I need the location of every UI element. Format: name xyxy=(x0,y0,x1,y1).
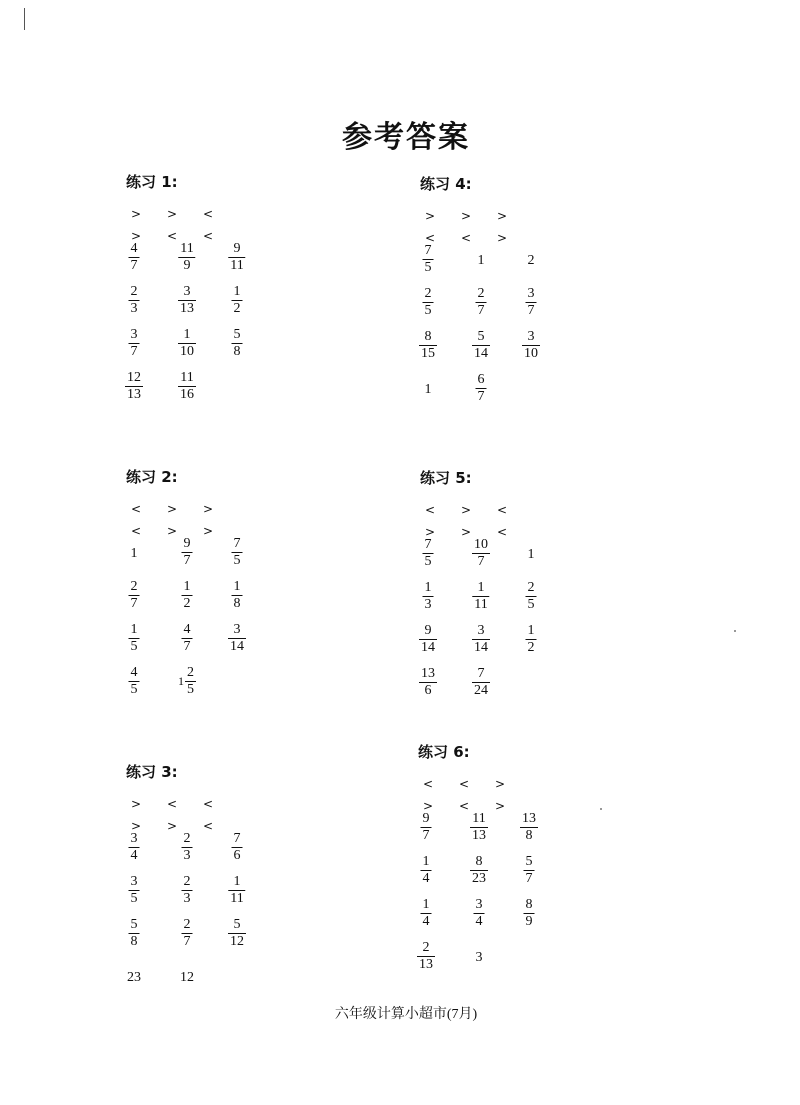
fraction xyxy=(472,580,489,613)
numerator: 4 xyxy=(130,665,138,680)
fraction xyxy=(182,831,193,864)
fraction-answer xyxy=(182,579,193,612)
denominator: 7 xyxy=(130,344,138,359)
numerator: 8 xyxy=(424,329,432,344)
denominator: 15 xyxy=(421,346,435,361)
denominator: 7 xyxy=(422,828,430,843)
numerator: 3 xyxy=(475,897,483,912)
fraction-answer xyxy=(129,665,140,698)
integer-value: 1 xyxy=(130,546,138,561)
denominator: 4 xyxy=(130,848,138,863)
fraction xyxy=(129,579,140,612)
numerator: 10 xyxy=(474,537,488,552)
fraction xyxy=(228,241,245,274)
denominator: 11 xyxy=(230,891,244,906)
numerator: 4 xyxy=(183,622,191,637)
numerator: 11 xyxy=(180,241,194,256)
comparison-symbol: < xyxy=(202,207,214,221)
fraction-answer xyxy=(526,623,537,656)
numerator: 3 xyxy=(233,622,241,637)
fraction-answer xyxy=(129,622,140,655)
comparison-symbol: > xyxy=(424,209,436,223)
numerator: 12 xyxy=(127,370,141,385)
numerator: 2 xyxy=(187,665,194,680)
fraction xyxy=(472,329,490,362)
fraction-answer xyxy=(182,917,193,950)
fraction xyxy=(524,854,535,887)
numerator: 3 xyxy=(183,284,191,299)
comparison-symbol: > xyxy=(166,207,178,221)
fraction xyxy=(232,831,243,864)
fraction-answer xyxy=(421,897,432,930)
numerator: 2 xyxy=(130,579,138,594)
fraction-answer xyxy=(182,874,193,907)
fraction xyxy=(526,623,537,656)
fraction-answer xyxy=(182,831,193,864)
numerator: 5 xyxy=(477,329,485,344)
fraction xyxy=(476,286,487,319)
fraction xyxy=(129,831,140,864)
fraction-answer xyxy=(470,811,488,844)
fraction xyxy=(232,536,243,569)
denominator: 8 xyxy=(233,596,241,611)
fraction xyxy=(522,329,540,362)
integer-value: 1 xyxy=(477,253,485,268)
denominator: 8 xyxy=(130,934,138,949)
denominator: 11 xyxy=(474,597,488,612)
fraction-answer xyxy=(421,811,432,844)
fraction-answer xyxy=(423,580,434,613)
comparison-symbol: < xyxy=(202,819,214,833)
whole-part: 1 xyxy=(178,674,184,688)
fraction xyxy=(182,579,193,612)
denominator: 13 xyxy=(419,957,433,972)
fraction xyxy=(474,897,485,930)
denominator: 5 xyxy=(187,682,194,697)
fraction xyxy=(228,874,245,907)
denominator: 3 xyxy=(183,848,191,863)
denominator: 16 xyxy=(180,387,194,402)
numerator: 7 xyxy=(477,666,485,681)
denominator: 12 xyxy=(230,934,244,949)
numerator: 1 xyxy=(424,580,432,595)
comparison-symbol: < xyxy=(202,229,214,243)
integer-value: 2 xyxy=(527,253,535,268)
scan-mark xyxy=(24,8,25,30)
numerator: 2 xyxy=(424,286,432,301)
comparison-symbol: < xyxy=(422,777,434,791)
fraction xyxy=(472,666,490,699)
integer-value: 23 xyxy=(127,970,141,985)
comparison-symbol: < xyxy=(424,503,436,517)
numerator: 2 xyxy=(477,286,485,301)
fraction-answer xyxy=(178,241,195,274)
denominator: 6 xyxy=(424,683,432,698)
denominator: 5 xyxy=(424,260,432,275)
exercise-heading: 练习 5: xyxy=(420,469,472,487)
denominator: 24 xyxy=(474,683,488,698)
comparison-symbol: > xyxy=(496,209,508,223)
comparison-symbol: > xyxy=(166,524,178,538)
fraction xyxy=(417,940,435,973)
denominator: 4 xyxy=(475,914,483,929)
fraction xyxy=(228,917,246,950)
fraction-answer xyxy=(524,854,535,887)
denominator: 3 xyxy=(183,891,191,906)
comparison-symbol: < xyxy=(130,502,142,516)
fraction xyxy=(423,537,434,570)
numerator: 2 xyxy=(183,874,191,889)
denominator: 13 xyxy=(472,828,486,843)
comparison-symbol: > xyxy=(130,229,142,243)
fraction-answer xyxy=(526,580,537,613)
numerator: 2 xyxy=(422,940,430,955)
fraction-answer xyxy=(423,537,434,570)
fraction xyxy=(421,897,432,930)
fraction xyxy=(472,623,490,656)
numerator: 9 xyxy=(183,536,191,551)
fraction xyxy=(419,623,437,656)
numerator: 1 xyxy=(233,874,241,889)
fraction xyxy=(178,327,196,360)
fraction-answer xyxy=(417,940,435,973)
fraction xyxy=(228,622,246,655)
scan-speck xyxy=(600,808,602,810)
fraction xyxy=(125,370,143,403)
comparison-symbol: > xyxy=(460,525,472,539)
fraction-answer xyxy=(522,329,540,362)
denominator: 5 xyxy=(527,597,535,612)
comparison-symbol: > xyxy=(130,797,142,811)
fraction xyxy=(476,372,487,405)
fraction xyxy=(129,665,140,698)
denominator: 9 xyxy=(525,914,533,929)
numerator: 9 xyxy=(424,623,432,638)
fraction-answer xyxy=(129,831,140,864)
fraction-answer xyxy=(524,897,535,930)
fraction-answer xyxy=(472,666,490,699)
comparison-symbol: > xyxy=(166,819,178,833)
fraction xyxy=(182,874,193,907)
fraction-answer xyxy=(178,370,196,403)
numerator: 5 xyxy=(233,917,241,932)
numerator: 3 xyxy=(130,831,138,846)
comparison-symbol: > xyxy=(202,502,214,516)
fraction-answer xyxy=(421,854,432,887)
numerator: 13 xyxy=(421,666,435,681)
numerator: 11 xyxy=(180,370,194,385)
numerator: 8 xyxy=(525,897,533,912)
fraction xyxy=(423,243,434,276)
fraction-answer xyxy=(423,243,434,276)
denominator: 6 xyxy=(233,848,241,863)
fraction-answer xyxy=(178,327,196,360)
fraction xyxy=(182,917,193,950)
fraction-answer xyxy=(476,372,487,405)
fraction-answer xyxy=(125,370,143,403)
fraction xyxy=(129,874,140,907)
fraction xyxy=(470,854,488,887)
integer-answer xyxy=(425,380,432,398)
denominator: 7 xyxy=(477,303,485,318)
numerator: 3 xyxy=(130,327,138,342)
numerator: 1 xyxy=(422,897,430,912)
denominator: 14 xyxy=(230,639,244,654)
denominator: 7 xyxy=(183,553,191,568)
integer-value: 12 xyxy=(180,970,194,985)
fraction xyxy=(182,622,193,655)
denominator: 14 xyxy=(474,346,488,361)
denominator: 5 xyxy=(424,303,432,318)
numerator: 5 xyxy=(130,917,138,932)
comparison-symbol: > xyxy=(424,525,436,539)
fraction-answer xyxy=(520,811,538,844)
fraction-answer xyxy=(474,897,485,930)
fraction xyxy=(129,622,140,655)
integer-answer xyxy=(528,251,535,269)
denominator: 5 xyxy=(130,891,138,906)
numerator: 4 xyxy=(130,241,138,256)
comparison-symbol: > xyxy=(202,524,214,538)
comparison-symbol: > xyxy=(166,502,178,516)
numerator: 5 xyxy=(525,854,533,869)
fraction xyxy=(472,537,490,570)
integer-value: 1 xyxy=(424,382,432,397)
comparison-symbol: > xyxy=(494,799,506,813)
fraction-answer xyxy=(526,286,537,319)
denominator: 10 xyxy=(524,346,538,361)
comparison-symbol: < xyxy=(166,229,178,243)
fraction-answer xyxy=(129,917,140,950)
denominator: 4 xyxy=(422,871,430,886)
exercise-heading: 练习 6: xyxy=(418,743,470,761)
comparison-symbol: > xyxy=(130,819,142,833)
integer-value: 1 xyxy=(527,547,535,562)
denominator: 8 xyxy=(525,828,533,843)
denominator: 2 xyxy=(233,301,241,316)
denominator: 7 xyxy=(525,871,533,886)
fraction-answer xyxy=(423,286,434,319)
denominator: 2 xyxy=(527,640,535,655)
fraction xyxy=(520,811,538,844)
fraction-answer xyxy=(232,579,243,612)
fraction xyxy=(421,811,432,844)
numerator: 1 xyxy=(183,327,191,342)
numerator: 5 xyxy=(233,327,241,342)
fraction xyxy=(232,284,243,317)
denominator: 7 xyxy=(183,639,191,654)
fraction xyxy=(423,580,434,613)
fraction-answer xyxy=(182,622,193,655)
comparison-symbol: > xyxy=(460,209,472,223)
numerator: 7 xyxy=(424,243,432,258)
exercise-heading: 练习 4: xyxy=(420,175,472,193)
denominator: 3 xyxy=(424,597,432,612)
integer-answer xyxy=(131,544,138,562)
numerator: 1 xyxy=(233,284,241,299)
fraction xyxy=(526,580,537,613)
fraction-answer xyxy=(419,623,437,656)
integer-answer xyxy=(478,251,485,269)
denominator: 3 xyxy=(130,301,138,316)
fraction-answer xyxy=(232,284,243,317)
denominator: 9 xyxy=(183,258,191,273)
numerator: 3 xyxy=(527,286,535,301)
comparison-symbol: > xyxy=(494,777,506,791)
fraction xyxy=(232,579,243,612)
comparison-symbol: < xyxy=(424,231,436,245)
fraction xyxy=(129,241,140,274)
numerator: 3 xyxy=(130,874,138,889)
numerator: 1 xyxy=(130,622,138,637)
integer-answer xyxy=(476,948,483,966)
fraction-answer xyxy=(129,241,140,274)
fraction-answer xyxy=(472,537,490,570)
comparison-symbol: > xyxy=(496,231,508,245)
fraction-answer xyxy=(472,623,490,656)
numerator: 2 xyxy=(183,831,191,846)
fraction xyxy=(185,665,196,698)
denominator: 8 xyxy=(233,344,241,359)
numerator: 7 xyxy=(424,537,432,552)
fraction-answer xyxy=(228,917,246,950)
numerator: 7 xyxy=(233,831,241,846)
fraction-answer xyxy=(228,622,246,655)
denominator: 7 xyxy=(183,934,191,949)
fraction xyxy=(526,286,537,319)
comparison-symbol: < xyxy=(458,777,470,791)
page-footer: 六年级计算小超市(7月) xyxy=(334,1007,478,1022)
fraction-answer xyxy=(419,666,437,699)
fraction-answer xyxy=(129,579,140,612)
numerator: 2 xyxy=(527,580,535,595)
comparison-symbol: < xyxy=(496,525,508,539)
page-title: 参考答案 xyxy=(342,120,470,155)
comparison-symbol: < xyxy=(458,799,470,813)
denominator: 7 xyxy=(527,303,535,318)
integer-value: 3 xyxy=(475,950,483,965)
fraction-answer xyxy=(182,536,193,569)
fraction xyxy=(423,286,434,319)
fraction xyxy=(419,329,437,362)
numerator: 3 xyxy=(477,623,485,638)
fraction-answer xyxy=(476,286,487,319)
denominator: 7 xyxy=(130,596,138,611)
comparison-symbol: < xyxy=(460,231,472,245)
fraction xyxy=(470,811,488,844)
denominator: 5 xyxy=(130,682,138,697)
numerator: 1 xyxy=(477,580,485,595)
fraction xyxy=(129,284,140,317)
fraction-answer xyxy=(232,327,243,360)
comparison-symbol: < xyxy=(202,797,214,811)
comparison-symbol: > xyxy=(130,207,142,221)
numerator: 8 xyxy=(475,854,483,869)
denominator: 5 xyxy=(233,553,241,568)
numerator: 1 xyxy=(527,623,535,638)
fraction-answer xyxy=(129,874,140,907)
exercise-heading: 练习 1: xyxy=(126,173,178,191)
numerator: 1 xyxy=(233,579,241,594)
denominator: 7 xyxy=(477,389,485,404)
denominator: 13 xyxy=(127,387,141,402)
numerator: 9 xyxy=(422,811,430,826)
fraction-answer xyxy=(129,327,140,360)
numerator: 1 xyxy=(422,854,430,869)
fraction xyxy=(178,370,196,403)
integer-answer xyxy=(127,968,141,986)
denominator: 14 xyxy=(421,640,435,655)
numerator: 7 xyxy=(233,536,241,551)
comparison-symbol: < xyxy=(130,524,142,538)
mixed-number xyxy=(178,665,196,698)
integer-answer xyxy=(528,545,535,563)
fraction-answer xyxy=(228,241,245,274)
denominator: 11 xyxy=(230,258,244,273)
fraction xyxy=(182,536,193,569)
fraction xyxy=(178,284,196,317)
fraction xyxy=(524,897,535,930)
fraction-answer xyxy=(178,284,196,317)
denominator: 5 xyxy=(130,639,138,654)
integer-answer xyxy=(180,968,194,986)
fraction xyxy=(129,327,140,360)
denominator: 13 xyxy=(180,301,194,316)
numerator: 2 xyxy=(130,284,138,299)
comparison-symbol: > xyxy=(422,799,434,813)
exercise-heading: 练习 3: xyxy=(126,763,178,781)
fraction-answer xyxy=(232,536,243,569)
numerator: 11 xyxy=(472,811,486,826)
denominator: 23 xyxy=(472,871,486,886)
denominator: 10 xyxy=(180,344,194,359)
comparison-symbol: > xyxy=(460,503,472,517)
denominator: 14 xyxy=(474,640,488,655)
exercise-heading: 练习 2: xyxy=(126,468,178,486)
numerator: 2 xyxy=(183,917,191,932)
mixed-number-answer xyxy=(178,665,196,698)
numerator: 9 xyxy=(233,241,241,256)
denominator: 5 xyxy=(424,554,432,569)
fraction-answer xyxy=(472,580,489,613)
comparison-symbol: < xyxy=(166,797,178,811)
fraction-answer xyxy=(419,329,437,362)
numerator: 13 xyxy=(522,811,536,826)
fraction-answer xyxy=(228,874,245,907)
numerator: 3 xyxy=(527,329,535,344)
denominator: 4 xyxy=(422,914,430,929)
fraction-answer xyxy=(232,831,243,864)
numerator: 6 xyxy=(477,372,485,387)
comparison-symbol: < xyxy=(496,503,508,517)
fraction xyxy=(421,854,432,887)
denominator: 7 xyxy=(130,258,138,273)
scan-speck xyxy=(734,630,736,632)
numerator: 1 xyxy=(183,579,191,594)
fraction-answer xyxy=(470,854,488,887)
denominator: 2 xyxy=(183,596,191,611)
denominator: 7 xyxy=(477,554,485,569)
fraction-answer xyxy=(129,284,140,317)
fraction xyxy=(232,327,243,360)
fraction-answer xyxy=(472,329,490,362)
fraction xyxy=(419,666,437,699)
fraction xyxy=(178,241,195,274)
fraction xyxy=(129,917,140,950)
